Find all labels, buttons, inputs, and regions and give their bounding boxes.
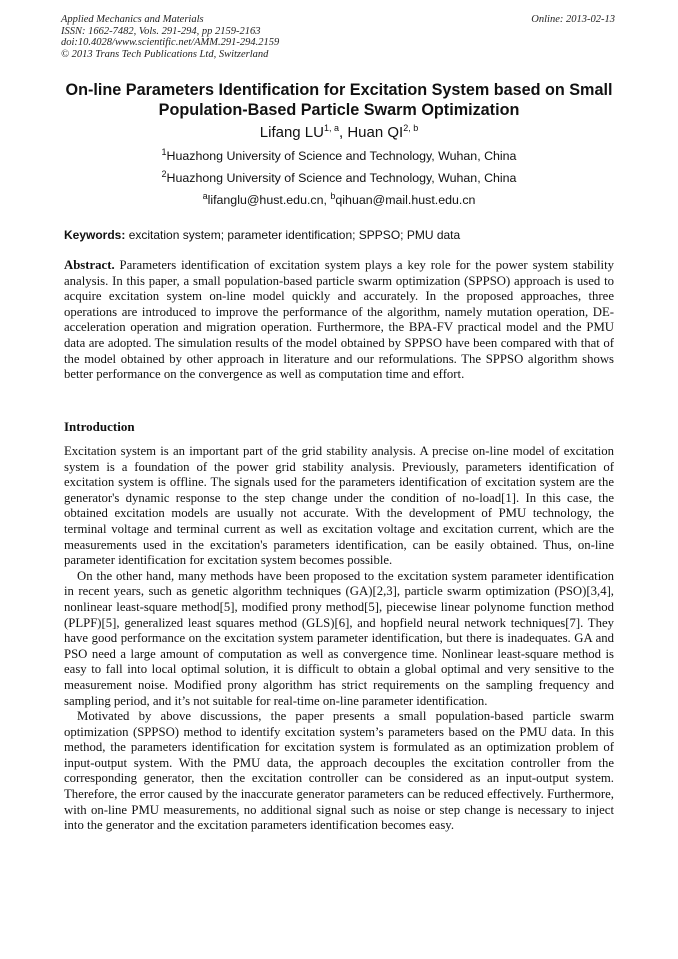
keywords — [64, 228, 616, 243]
email-address[interactable]: qihuan@mail.hust.edu.cn — [335, 193, 476, 207]
journal-header — [61, 14, 615, 60]
email-separator: , — [323, 193, 331, 207]
introduction-body — [64, 444, 614, 834]
paper-title: On-line Parameters Identification for Excitation System based on Small Population-Based Particle Swarm Optimization — [65, 81, 613, 119]
affiliation — [50, 168, 628, 186]
abstract-text: Parameters identification of excitation system plays a key role for the power system stability analysis. In this paper, a small population-based particle swarm optimization (SPPSO) approach is used to acquire excitation system on-line model quickly and accurately. In the proposed approaches, three operations are introduced to improve the performance of the algorithm, namely mutation operation, DE-acceleration operation and migration operation. Furthermore, the BPA-FV practical model and the PMU data are adopted. The simulation results of the model obtained by SPPSO have been compared with that of the model obtained by other approach in literature and our reformulations. The SPPSO algorithm shows better performance on the convergence as well as computation time and effort. — [64, 258, 614, 382]
author-name: Huan QI — [347, 124, 404, 141]
author-separator: , — [339, 124, 348, 141]
affiliation — [50, 146, 628, 164]
journal-name: Applied Mechanics and Materials — [61, 14, 204, 25]
affiliation-text: Huazhong University of Science and Technology, Wuhan, China — [166, 149, 517, 163]
journal-copyright: © 2013 Trans Tech Publications Ltd, Switzerland — [61, 48, 269, 60]
keywords-label: Keywords: — [64, 228, 126, 242]
keywords-text: excitation system; parameter identification; SPPSO; PMU data — [125, 228, 461, 242]
author-list — [50, 124, 628, 142]
online-date: Online: 2013-02-13 — [531, 14, 615, 25]
author-superscript: 1, a — [323, 123, 339, 133]
affiliation-text: Huazhong University of Science and Technology, Wuhan, China — [166, 171, 517, 185]
paragraph: Motivated by above discussions, the paper presents a small population-based particle swarm optimization (SPPSO) method to identify excitation system’s parameters based on the PMU data. In this method, the parameters identification for excitation system is formulated as an optimization problem of input-output system. With the PMU data, the approach decouples the excitation controller from the corresponding generator, then the excitation controller can be considered as an input-output system. Therefore, the error caused by the inaccurate generator parameters can be reduced effectively. Furthermore, with on-line PMU measurements, no additional signal such as noise or step change is necessary to inject into the generator and the excitation parameters identification becomes easy. — [64, 709, 614, 833]
journal-issn: ISSN: 1662-7482, Vols. 291-294, pp 2159-2163 — [61, 25, 261, 37]
author-emails — [50, 190, 628, 208]
affiliation-superscript: 2 — [161, 168, 167, 179]
journal-doi: doi:10.4028/www.scientific.net/AMM.291-294.2159 — [61, 37, 280, 49]
abstract-label: Abstract. — [64, 258, 115, 272]
email-address[interactable]: lifanglu@hust.edu.cn — [207, 193, 324, 207]
affiliation-superscript: 1 — [161, 146, 167, 157]
paragraph: On the other hand, many methods have been proposed to the excitation system parameter identification in recent years, such as genetic algorithm techniques (GA)[2,3], particle swarm optimization (PSO)[3,4], nonlinear least-square method[5], modified prony method[5], piecewise linear polynome function method (PLPF)[5], generalized least squares method (GLS)[6], and hopfield neural network techniques[7]. They have good performance on the excitation system parameter identification, but there is inadequates. GA and PSO need a large amount of computation as well as convergence time. Nonlinear least-square method is easy to fall into local optimal solution, it is difficult to obtain a global optimal and very sensitive to the measurement noise. Modified prony algorithm has strict requirements on the sampling frequency and sampling period, and it’s not suitable for real-time on-line parameter identification. — [64, 568, 614, 708]
author-superscript: 2, b — [403, 123, 419, 133]
email-superscript: a — [202, 190, 208, 201]
abstract — [64, 258, 614, 383]
author-name: Lifang LU — [259, 124, 324, 141]
paragraph: Excitation system is an important part of the grid stability analysis. A precise on-line model of excitation system is a foundation of the power grid stability analysis. Previously, parameters identification of excitation system is offline. The signals used for the parameters identification of excitation system are the generator's dynamic response to the step change under the condition of no-load[1]. In this case, the obtained excitation models are usually not accurate. With the development of PMU technology, the terminal voltage and terminal current as well as excitation voltage and excitation current, which are the measurements used in the excitation's parameters identification, can be easily obtained. Thus, on-line parameter identification for excitation system becomes possible. — [64, 444, 614, 568]
abstract-paragraph — [64, 258, 614, 383]
section-heading: Introduction — [64, 419, 135, 434]
email-superscript: b — [330, 190, 336, 201]
